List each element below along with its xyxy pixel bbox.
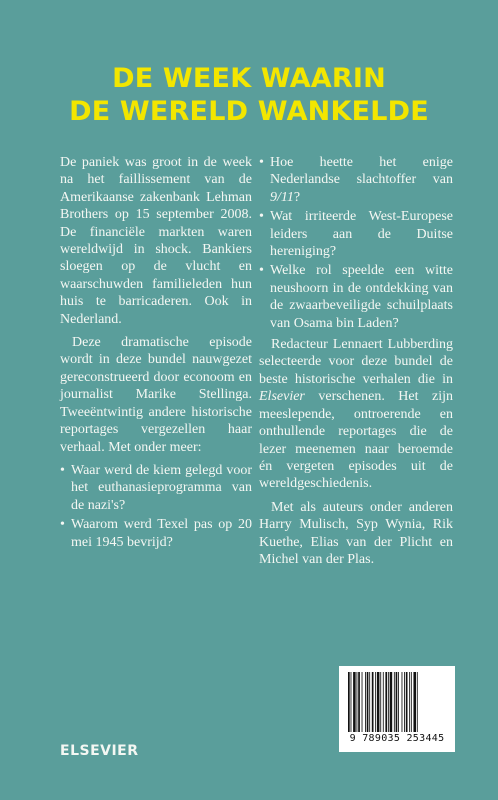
blurb-text: Redacteur Lennaert Lubberding selecteerde voor deze bundel de beste historische verhalen die in: [259, 337, 453, 387]
barcode-bar: [396, 672, 398, 732]
barcode-bar: [348, 672, 350, 732]
barcode-bar: [369, 672, 370, 732]
barcode-bar: [375, 672, 376, 732]
highlight-item: [259, 154, 453, 206]
barcode-bar: [377, 672, 380, 732]
barcode-bar: [394, 672, 395, 732]
barcode-bar: [411, 672, 412, 732]
barcode-bars: [347, 672, 447, 732]
blurb-paragraph: Deze dramatische episode wordt in deze bundel nauwgezet gereconstrueerd door econoom en journalist Marike Stellinga. Tweeëntwintig andere historische reportages vergezellen haar verhaal. Met onder meer:: [60, 335, 252, 455]
barcode-bar: [353, 672, 356, 732]
barcode-bar: [385, 672, 387, 732]
highlight-list: [259, 154, 453, 332]
barcode-bar: [390, 672, 393, 732]
highlight-item: • Waar werd de kiem gelegd voor het euthanasieprogramma van de nazi's?: [60, 462, 252, 514]
book-title: [0, 62, 498, 128]
barcode-bar: [388, 672, 389, 732]
barcode-bar: [417, 672, 418, 732]
blurb-text: verschenen. Het zijn meeslepende, ontroerende en onthullende reportages die de lezer meenemen naar beroemde én vergeten episodes uit de wereldgeschiedenis.: [259, 389, 453, 492]
publisher-logo: ELSEVIER: [60, 743, 139, 759]
barcode-bar: [380, 672, 381, 732]
barcode-bar: [383, 672, 384, 732]
highlight-text: ?: [293, 189, 301, 205]
barcode-bar: [398, 672, 399, 732]
barcode-bar: [362, 672, 363, 732]
barcode-bar: [409, 672, 410, 732]
book-title-line-1: DE WEEK WAARIN: [112, 63, 386, 94]
barcode-bar: [404, 672, 405, 732]
highlight-item: • Welke rol speelde een witte neushoorn in de ontdekking van de zwaarbeveiligde schuilplaats van Osama bin Laden?: [259, 262, 453, 332]
barcode-bar: [413, 672, 416, 732]
barcode-bar: [367, 672, 369, 732]
barcode-bar: [365, 672, 366, 732]
blurb-paragraph: [259, 336, 453, 493]
isbn-number: 9 789035 253445: [349, 733, 445, 744]
barcode-bar: [357, 672, 358, 732]
blurb-paragraph: De paniek was groot in de week na het faillissement van de Amerikaanse zakenbank Lehman Brothers op 15 september 2008. De financiële markten waren wereldwijd in shock. Bankiers sloegen op de vlucht en waarschuwden familieleden hun huis te barricaderen. Ook in Nederland.: [60, 155, 252, 327]
blurb-right-column: [259, 154, 453, 574]
highlight-text: Hoe heette het enige Nederlandse slachtoffer van: [270, 155, 453, 188]
barcode-bar: [406, 672, 408, 732]
barcode-bar: [351, 672, 352, 732]
highlight-list: [60, 462, 252, 551]
highlight-item: • Waarom werd Texel pas op 20 mei 1945 bevrijd?: [60, 516, 252, 551]
barcode-bar: [372, 672, 374, 732]
highlight-item: • Wat irriteerde West-Europese leiders aan de Duitse hereniging?: [259, 208, 453, 260]
highlight-italic: 9/11: [270, 189, 294, 205]
blurb-paragraph: Met als auteurs onder anderen Harry Mulisch, Syp Wynia, Rik Kuethe, Elias van der Plicht en Michel van der Plas.: [259, 499, 453, 567]
isbn-barcode: [339, 666, 455, 752]
blurb-italic: Elsevier: [259, 389, 305, 405]
blurb-left-column: [60, 154, 252, 553]
barcode-bar: [358, 672, 360, 732]
barcode-bar: [402, 672, 403, 732]
book-title-line-2: DE WERELD WANKELDE: [69, 96, 429, 127]
